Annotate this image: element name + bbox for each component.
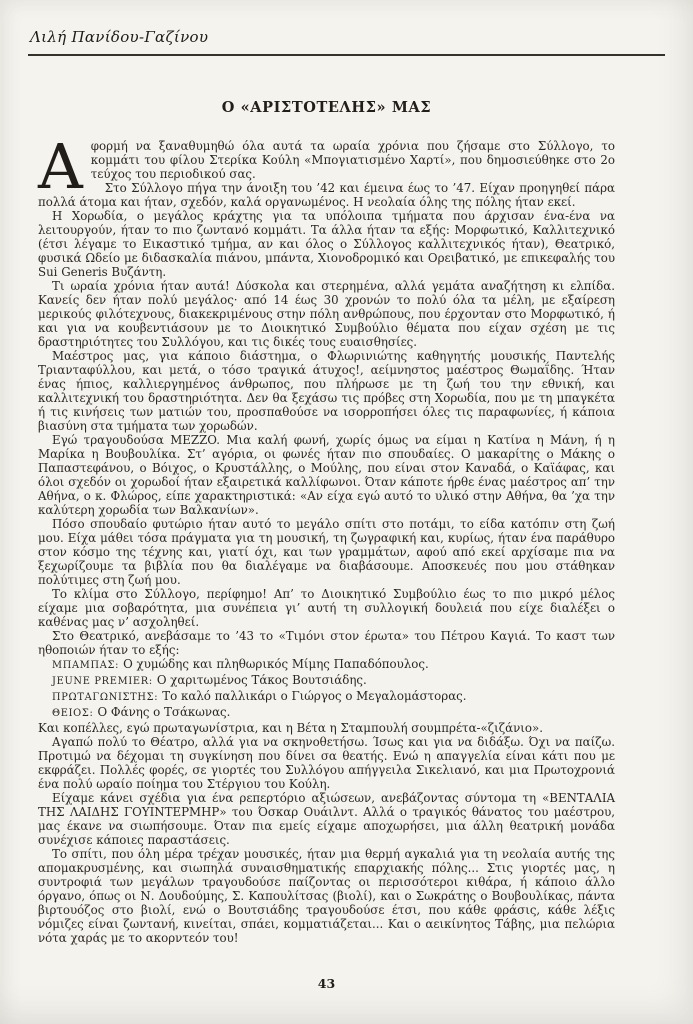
paragraph: Το κλίμα στο Σύλλογο, περίφημο! Απ’ το Διοικητικό Συμβούλιο έως το πιο μικρό μέλος είχαμε μια σοβαρότητα, μια συνέπεια γι’ αυτή τη συλλογική δουλειά που είχε διαλέξει ο καθένας μας ν’ ασχοληθεί. [38, 587, 615, 629]
cast-list-item [38, 705, 615, 721]
paragraph: Στο Θεατρικό, ανεβάσαμε το ’43 το «Τιμόνι στον έρωτα» του Πέτρου Καγιά. Το καστ των ηθοποιών ήταν το εξής: [38, 629, 615, 657]
paragraph-opening-text: φορμή να ξαναθυμηθώ όλα αυτά τα ωραία χρόνια που ζήσαμε στο Σύλλογο, το κομμάτι του φίλου Στερίκα Κούλη «Μπογιατισμένο Χαρτί», που δημοσιεύθηκε στο 2ο τεύχος του περιοδικού σας. [90, 139, 615, 181]
cast-role-label: ΘΕΙΟΣ: [52, 708, 94, 719]
cast-list-item [38, 657, 615, 673]
running-head-author: Λιλή Πανίδου-Γαζίνου [30, 28, 209, 46]
cast-list-item [38, 673, 615, 689]
paragraph: Αγαπώ πολύ το Θέατρο, αλλά για να σκηνοθετήσω. Ίσως και για να διδάξω. Όχι να παίζω. Προτιμώ να δέχομαι τη συγκίνηση που δίνει σα θεατής. Ενώ η απαγγελία είναι κάτι που με εκφράζει. Πολλές φορές, σε γιορτές του Συλλόγου απήγγειλα Σικελιανό, και μια Πρωτοχρονιά ένα πολύ ωραίο ποίημα του Στέργιου του Κούλη. [38, 735, 615, 791]
paragraph: Τι ωραία χρόνια ήταν αυτά! Δύσκολα και στερημένα, αλλά γεμάτα αναζήτηση κι ελπίδα. Κανείς δεν ήταν πολύ μεγάλος· από 14 έως 30 χρονών το πολύ όλα τα μέλη, με εξαίρεση μερικούς φιλότεχνους, διακεκριμένους στην πόλη ανθρώπους, που έρχονταν στο Μορφωτικό, ή και για να κουβεντιάσουν με το Διοικητικό Συμβούλιο θέματα που είχαν σχέση με τις δραστηριότητες του Συλλόγου, και τις δικές τους ευαισθησίες. [38, 279, 615, 349]
page-title: Ο «ΑΡΙΣΤΟΤΕΛΗΣ» ΜΑΣ [221, 99, 432, 116]
paragraph: Εγώ τραγουδούσα MEZZO. Μια καλή φωνή, χωρίς όμως να είμαι η Κατίνα η Μάνη, ή η Μαρίκα η Βουβουλίκα. Στ’ αγόρια, οι φωνές ήταν πιο σπουδαίες. Ο μακαρίτης ο Μάκης ο Παπαστεφάνου, ο Βόιχος, ο Κρυστάλλης, ο Μούλης, που είναι στον Καναδά, ο Καϊάφας, και όλοι σχεδόν οι χορωδοί ήταν εξαιρετικά καλλίφωνοι. Όταν κάποτε ήρθε ένας μαέστρος απ’ την Αθήνα, ο κ. Φλώρος, είπε χαρακτηριστικά: «Αν είχα εγώ αυτό το υλικό στην Αθήνα, θα ’χα την καλύτερη χορωδία των Βαλκανίων». [38, 433, 615, 517]
cast-list-item [38, 689, 615, 705]
header-rule [28, 54, 665, 56]
cast-role-label: ΠΡΩΤΑΓΩΝΙΣΤΗΣ: [52, 692, 159, 703]
paragraph: Μαέστρος μας, για κάποιο διάστημα, ο Φλωρινιώτης καθηγητής μουσικής Παντελής Τριανταφύλλου, και μετά, ο τόσο τραγικά άτυχος!, αείμνηστος μαέστρος Θωμαΐδης. Ήταν ένας ήπιος, καλλιεργημένος άνθρωπος, που πλήρωσε με τη ζωή του την εθνική, και καλλιτεχνική του δραστηριότητα. Δεν θα ξεχάσω τις πρόβες στη Χορωδία, που με τη μπαγκέτα ή τις κινήσεις των ματιών του, προσπαθούσε να ισορροπήσει όλες τις παραφωνίες, ή κάποια βιασύνη στα τμήματα των χορωδών. [38, 349, 615, 433]
cast-note: Και κοπέλλες, εγώ πρωταγωνίστρια, και η Βέτα η Σταμπουλή σουμπρέτα-«ζιζάνιο». [38, 721, 544, 735]
cast-role-label: ΜΠΑΜΠΑΣ: [52, 660, 120, 671]
paragraph: Είχαμε κάνει σχέδια για ένα ρεπερτόριο αξιώσεων, ανεβάζοντας σύντομα τη «ΒΕΝΤΑΛΙΑ ΤΗΣ ΛΑΙΔΗΣ ΓΟΥΙΝΤΕΡΜΗΡ» του Όσκαρ Ουάιλντ. Αλλά ο τραγικός θάνατος του μαέστρου, μας έκανε να σιωπήσουμε. Όταν πια εμείς είχαμε αποχωρήσει, μια άλλη θεατρική μονάδα συνέχισε κάποιες παραστάσεις. [38, 791, 615, 847]
cast-role-description: Το καλό παλλικάρι ο Γιώργος ο Μεγαλομάστορας. [162, 689, 467, 703]
cast-role-description: Ο Φάνης ο Τσάκωνας. [97, 705, 231, 719]
article-body [38, 130, 615, 945]
cast-role-description: Ο χυμώδης και πληθωρικός Μίμης Παπαδόπουλος. [123, 657, 429, 671]
cast-role-description: Ο χαριτωμένος Τάκος Βουτσιάδης. [156, 673, 367, 687]
cast-role-label: JEUNE PREMIER: [52, 676, 153, 687]
paragraph: Πόσο σπουδαίο φυτώριο ήταν αυτό το μεγάλο σπίτι στο ποτάμι, το είδα κατόπιν στη ζωή μου. Είχα μάθει τόσα πράγματα για τη μουσική, τη ζωγραφική και, κυρίως, ήταν ένα παράθυρο στον κόσμο της τέχνης και, γιατί όχι, και των γραμμάτων, αφού από εκεί αρχίσαμε πια να ξεχωρίζουμε τα βιβλία που θα διαλέγαμε να διαβάσουμε. Αποσκευές που μου στάθηκαν πολύτιμες στη ζωή μου. [38, 517, 615, 587]
paragraph: Στο Σύλλογο πήγα την άνοιξη του ’42 και έμεινα έως το ’47. Είχαν προηγηθεί πάρα πολλά άτομα και ήταν, σχεδόν, καλά οργανωμένος. Η νεολαία όλης της πόλης ήταν εκεί. [38, 181, 615, 209]
paragraph: Η Χορωδία, ο μεγάλος κράχτης για τα υπόλοιπα τμήματα που άρχισαν ένα-ένα να λειτουργούν, ήταν το πιο ζωντανό κομμάτι. Τα άλλα ήταν τα εξής: Μορφωτικό, Καλλιτεχνικό (έτσι λέγαμε το Εικαστικό τμήμα, αν και όλος ο Σύλλογος καλλιτεχνικός ήταν), Θεατρικό, φυσικά Ωδείο με διδασκαλία πιάνου, μπάντα, Χιονοδρομικό και Ορειβατικό, με επικεφαλής του Sui Generis Βυζάντη. [38, 209, 615, 279]
page-number: 43 [317, 976, 336, 991]
drop-cap-letter: Α [38, 130, 83, 203]
paragraph: Το σπίτι, που όλη μέρα τρέχαν μουσικές, ήταν μια θερμή αγκαλιά για τη νεολαία αυτής της απομακρυσμένης, και σιωπηλά συναισθηματικής επαρχιακής πόλης... Στις γιορτές μας, η συντροφιά των μεγάλων τραγουδούσε παίζοντας οι περισσότεροι κιθάρα, ή κάποιο άλλο όργανο, όπως οι Ν. Δουδούμης, Σ. Καπουλίτσας (βιολί), και ο Σωκράτης ο Βουβουλίκας, πάντα βιρτουόζος στο βιολί, ενώ ο Βουτσιάδης τραγουδούσε έτσι, που κάθε φράσις, κάθε λέξις νόμιζες είναι ζωντανή, κινείται, σπάει, κομματιάζεται... Και ο αεικίνητος Τάβης, μια πελώρια νότα χαράς με το ακορντεόν του! [38, 847, 615, 945]
